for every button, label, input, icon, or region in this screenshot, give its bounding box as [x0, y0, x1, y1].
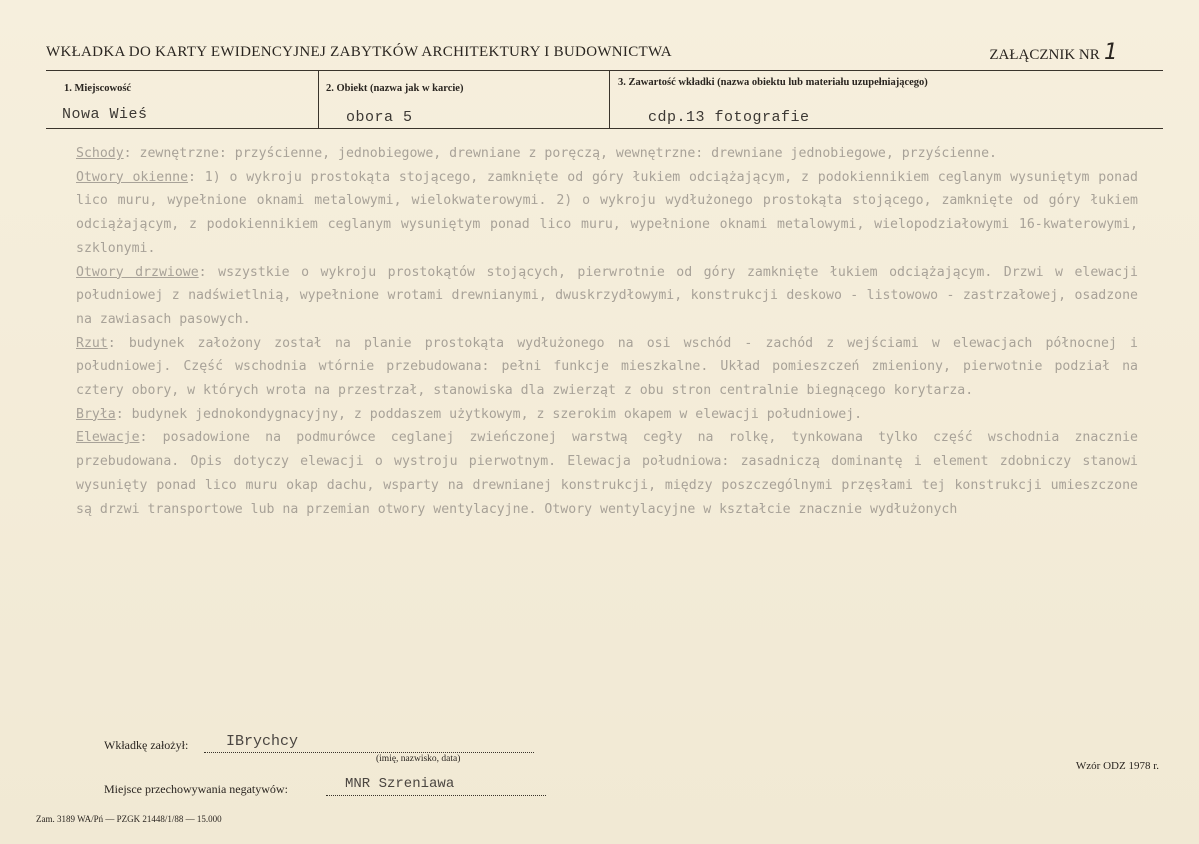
- content-value: cdp.13 fotografie: [648, 109, 810, 126]
- section-text: : 1) o wykroju prostokąta stojącego, zamknięte od góry łukiem odciążającym, z podokiennikiem ceglanym wysuniętym ponad lico muru, wypełnione oknami metalowymi, wielokwaterowymi. 2) o wykroju wydłużonego prostokąta stojącego, zamknięte od góry łukiem odciążającym, z podokiennikiem ceglanym wysuniętym ponad lico muru, wypełnione oknami metalowymi, wielopodziałowymi 16-kwaterowymi, szklonymi.: [76, 169, 1138, 256]
- object-value: obora 5: [346, 109, 413, 126]
- print-imprint: Zam. 3189 WA/Pń — PZGK 21448/1/88 — 15.000: [36, 814, 222, 824]
- locality-label: 1. Miejscowość: [64, 83, 132, 94]
- founder-value: IBrychcy: [226, 733, 299, 750]
- section-doors: [76, 261, 1138, 332]
- locality-value: Nowa Wieś: [62, 106, 148, 123]
- header-divider-2: [609, 70, 610, 128]
- section-windows: [76, 166, 1138, 261]
- content-label: 3. Zawartość wkładki (nazwa obiektu lub materiału uzupełniającego): [618, 77, 928, 88]
- section-plan: [76, 332, 1138, 403]
- annex-number: 1: [1103, 40, 1117, 65]
- negatives-label: Miejsce przechowywania negatywów:: [104, 782, 288, 796]
- section-text: : budynek jednokondygnacyjny, z poddaszem użytkowym, z szerokim okapem w elewacji południowej.: [115, 406, 863, 422]
- section-text: : wszystkie o wykroju prostokątów stojących, pierwrotnie od góry zamknięte łukiem odciążającym. Drzwi w elewacji południowej z nadświetlnią, wypełnione wrotami drewnianymi, dwuskrzydłowymi, konstrukcji deskowo - listowowo - zastrzałowej, osadzone na zawiasach pasowych.: [76, 264, 1138, 327]
- header-divider-1: [318, 70, 319, 128]
- founder-line: [204, 752, 534, 753]
- document-title: WKŁADKA DO KARTY EWIDENCYJNEJ ZABYTKÓW ARCHITEKTURY I BUDOWNICTWA: [46, 44, 672, 60]
- object-label: 2. Obiekt (nazwa jak w karcie): [326, 83, 464, 94]
- section-text: : posadowione na podmurówce ceglanej zwieńczonej warstwą cegły na rolkę, tynkowana tylko część wschodnia znacznie przebudowana. Opis dotyczy elewacji o wystroju pierwotnym. Elewacja południowa: zasadniczą dominantę i element zdobniczy stanowi wysunięty ponad lico muru okap dachu, wsparty na drewnianej konstrukcji, między poszczególnymi przęsłami tej konstrukcji umieszczone są drzwi transportowe lub na przemian otwory wentylacyjne. Otwory wentylacyjne w kształcie znacznie wydłużonych: [76, 430, 1138, 517]
- section-label: Rzut: [76, 335, 108, 351]
- form-pattern: Wzór ODZ 1978 r.: [1075, 760, 1159, 772]
- annex-label-text: ZAŁĄCZNIK NR: [989, 47, 1100, 63]
- annex-label: [989, 40, 1117, 65]
- section-label: Bryła: [76, 406, 116, 422]
- section-label: Elewacje: [76, 430, 140, 446]
- section-elevations: [76, 426, 1138, 521]
- section-text: : zewnętrzne: przyścienne, jednobiegowe, drewniane z poręczą, wewnętrzne: drewniane jednobiegowe, przyścienne.: [123, 146, 997, 161]
- header-top-rule: [46, 70, 1163, 71]
- section-label: Otwory drzwiowe: [76, 264, 199, 280]
- section-mass: [76, 403, 1138, 427]
- founder-label: Wkładkę założył:: [104, 738, 189, 752]
- negatives-value: MNR Szreniawa: [345, 776, 455, 792]
- section-label: Otwory okienne: [76, 169, 189, 185]
- negatives-line: [326, 795, 546, 796]
- section-label: Schody: [76, 146, 124, 161]
- founder-caption: (imię, nazwisko, data): [376, 754, 461, 764]
- header-bottom-rule: [46, 128, 1163, 129]
- description-text: [76, 142, 1138, 521]
- section-stairs: [76, 142, 1138, 166]
- section-text: : budynek założony został na planie prostokąta wydłużonego na osi wschód - zachód z wejściami w elewacjach północnej i południowej. Część wschodnia wtórnie przebudowana: pełni funkcje mieszkalne. Układ pomieszczeń zmieniony, pierwotnie podział na cztery obory, w których wrota na przestrzał, stanowiska dla zwierząt z obu stron centralnie biegnącego korytarza.: [76, 335, 1138, 399]
